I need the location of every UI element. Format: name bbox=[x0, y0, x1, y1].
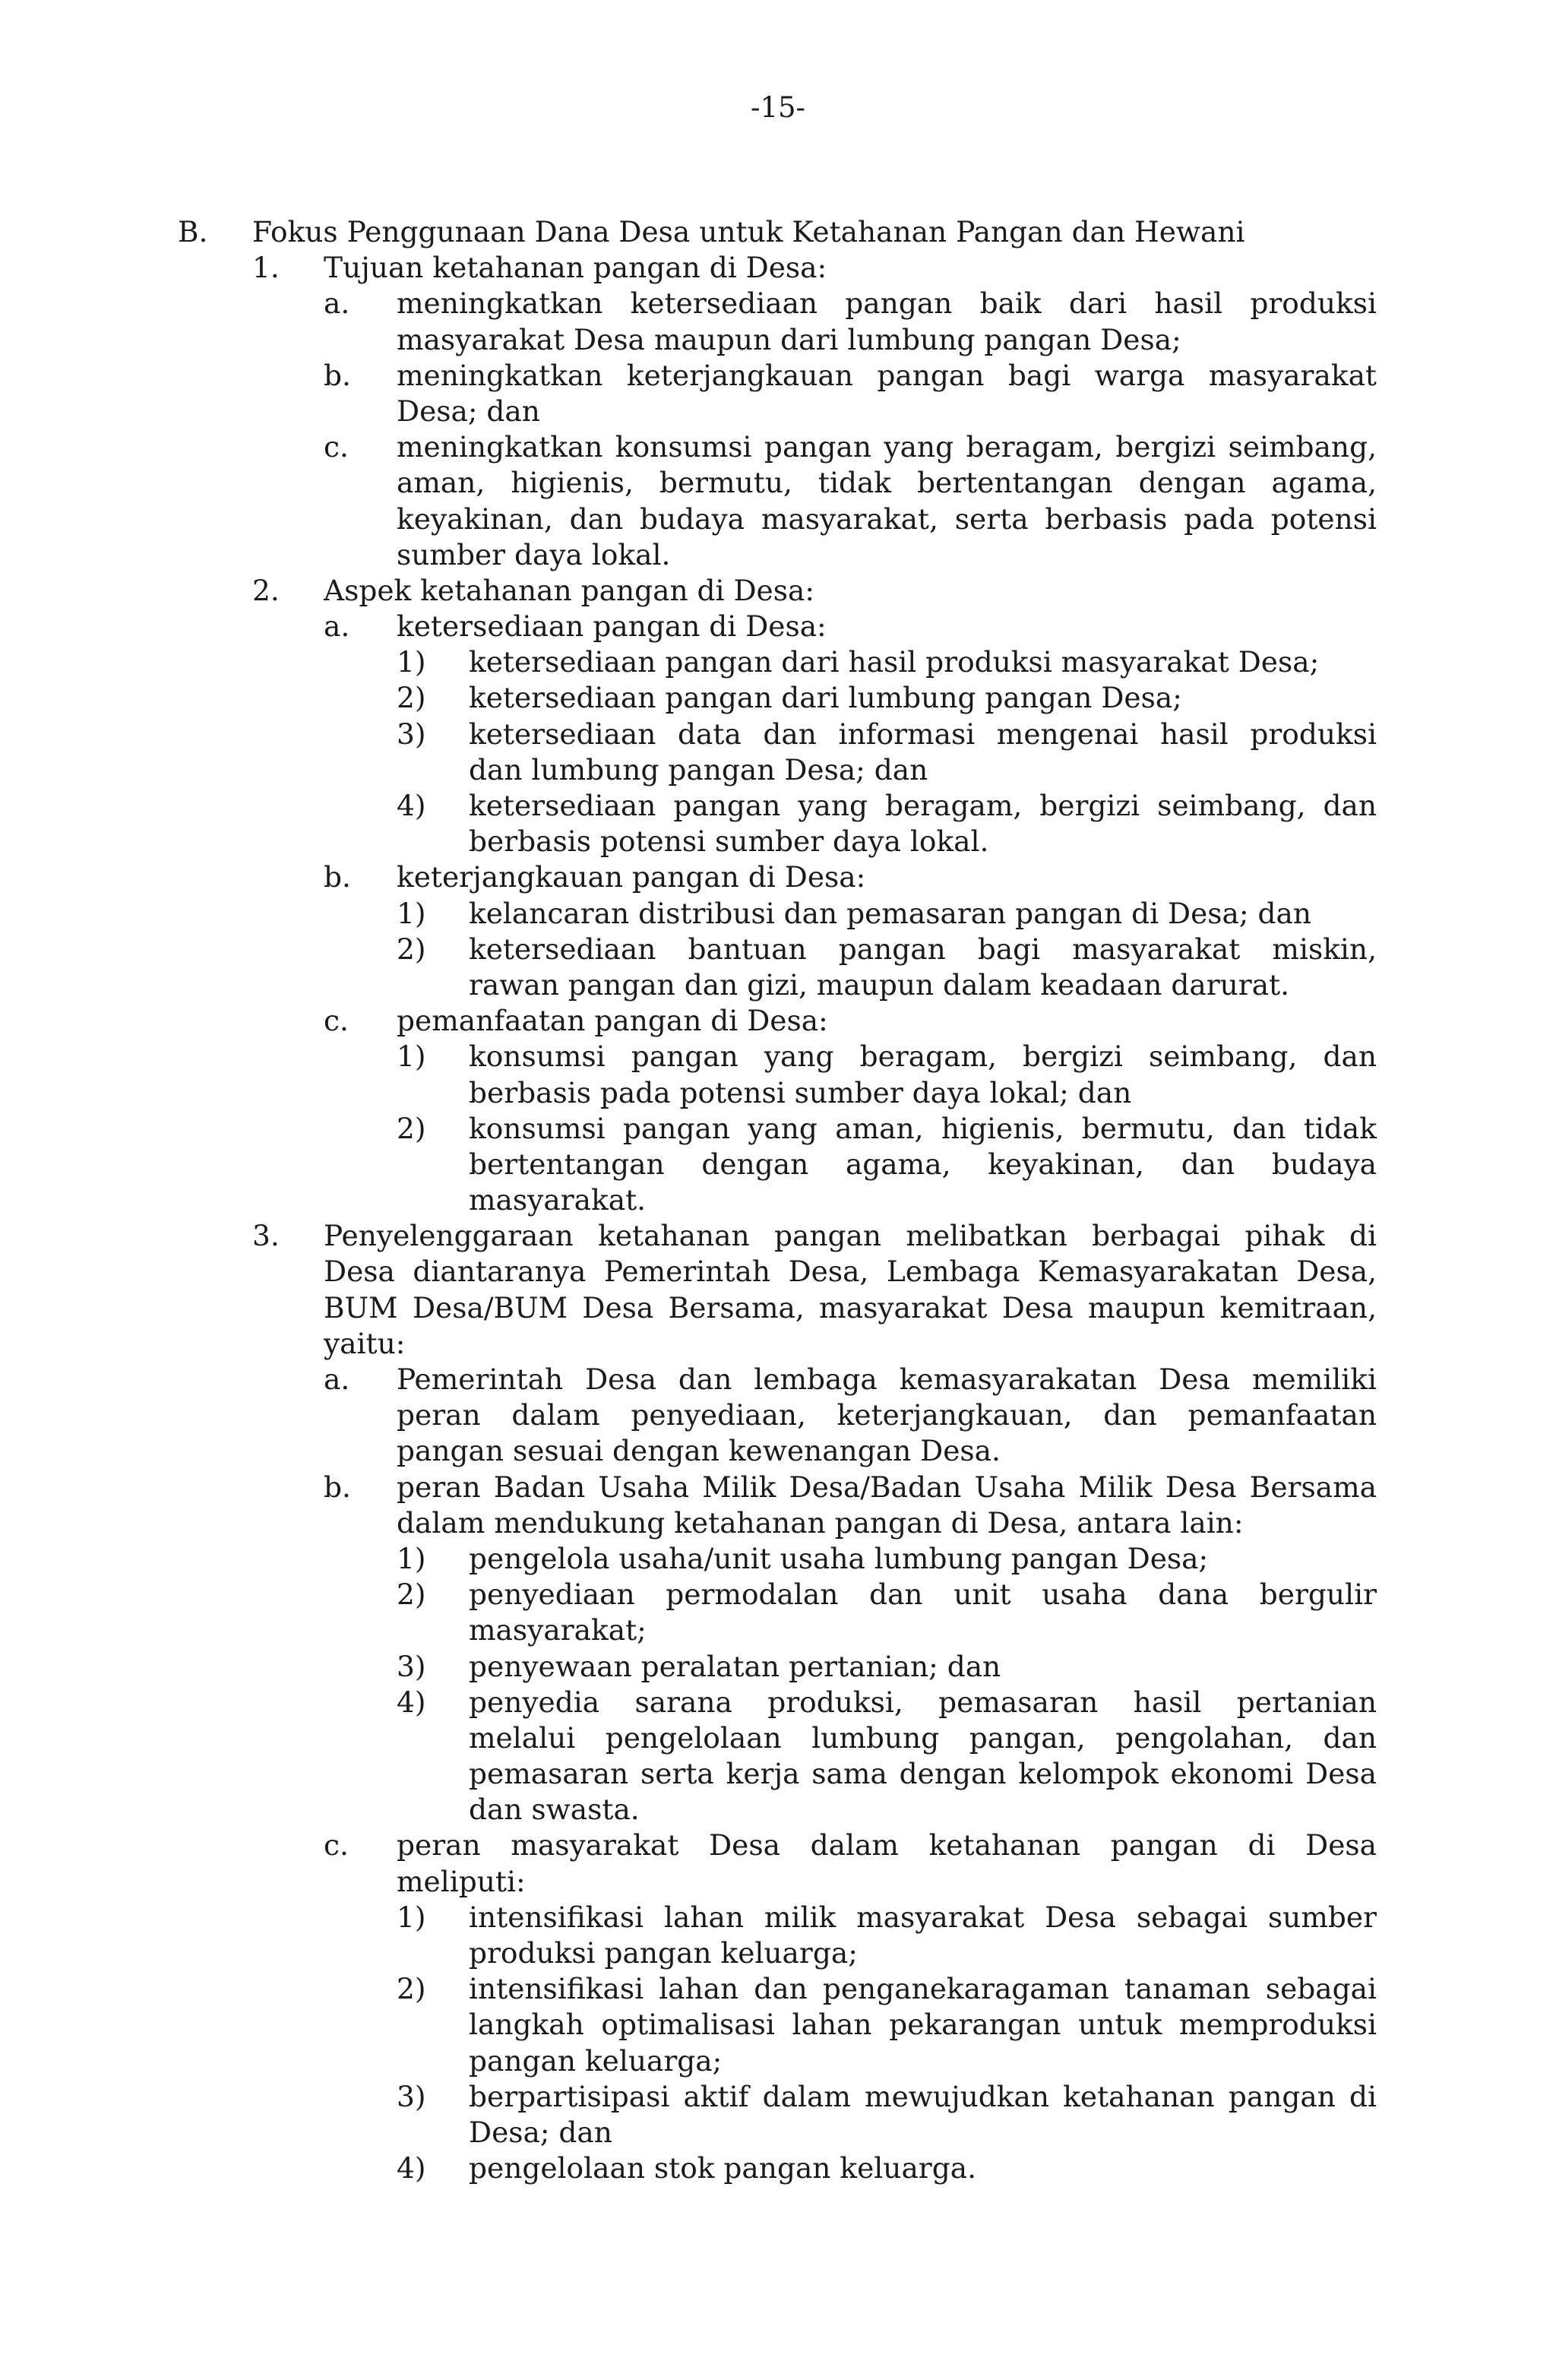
text-line bbox=[0, 394, 1556, 429]
text-line bbox=[0, 1147, 1556, 1182]
line-text: ketersediaan data dan informasi mengenai hasil produksi bbox=[469, 717, 1377, 751]
list-marker: 2) bbox=[397, 1111, 426, 1145]
line-text: Desa; dan bbox=[397, 394, 540, 428]
list-marker: c. bbox=[324, 1828, 349, 1863]
text-line bbox=[0, 717, 1556, 752]
line-text: aman, higienis, bermutu, tidak bertentangan dengan agama, bbox=[397, 466, 1377, 500]
line-text: intensifikasi lahan dan penganekaragaman tanaman sebagai bbox=[469, 1972, 1377, 2006]
line-text: ketersediaan pangan yang beragam, bergizi seimbang, dan bbox=[469, 789, 1377, 822]
text-line bbox=[0, 1505, 1556, 1541]
text-line bbox=[0, 788, 1556, 824]
line-text: pangan sesuai dengan kewenangan Desa. bbox=[397, 1434, 1001, 1468]
text-line bbox=[0, 214, 1556, 250]
text-line bbox=[0, 1756, 1556, 1792]
line-text: intensifikasi lahan milik masyarakat Desa sebagai sumber bbox=[469, 1900, 1377, 1934]
text-line bbox=[0, 1182, 1556, 1218]
text-line bbox=[0, 1577, 1556, 1613]
line-text: produksi pangan keluarga; bbox=[469, 1936, 858, 1970]
line-text: pengelola usaha/unit usaha lumbung pangan Desa; bbox=[469, 1541, 1209, 1575]
text-line bbox=[0, 1649, 1556, 1685]
line-text: Desa; dan bbox=[469, 2115, 612, 2149]
line-text: peran masyarakat Desa dalam ketahanan pangan di Desa bbox=[397, 1828, 1377, 1863]
text-line bbox=[0, 1254, 1556, 1290]
list-marker: 1. bbox=[252, 251, 280, 285]
line-text: bertentangan dengan agama, keyakinan, dan budaya bbox=[469, 1147, 1377, 1181]
line-text: yaitu: bbox=[324, 1326, 406, 1360]
list-marker: 2) bbox=[397, 1578, 426, 1612]
text-line bbox=[0, 502, 1556, 537]
line-text: ketersediaan bantuan pangan bagi masyarakat miskin, bbox=[469, 932, 1377, 966]
line-text: dalam mendukung ketahanan pangan di Desa, antara lain: bbox=[397, 1505, 1244, 1540]
text-line bbox=[0, 537, 1556, 573]
list-marker: B. bbox=[178, 215, 208, 248]
line-text: meningkatkan konsumsi pangan yang beragam, bergizi seimbang, bbox=[397, 430, 1377, 464]
list-marker: 1) bbox=[397, 896, 426, 930]
text-line bbox=[0, 859, 1556, 895]
line-text: peran Badan Usaha Milik Desa/Badan Usaha Milik Desa Bersama bbox=[397, 1470, 1377, 1504]
line-text: rawan pangan dan gizi, maupun dalam keadaan darurat. bbox=[469, 967, 1290, 1002]
line-text: konsumsi pangan yang beragam, bergizi seimbang, dan bbox=[469, 1040, 1377, 1074]
text-line bbox=[0, 2007, 1556, 2043]
list-marker: b. bbox=[324, 1470, 351, 1504]
line-text: dan swasta. bbox=[469, 1793, 640, 1827]
line-text: konsumsi pangan yang aman, higienis, bermutu, dan tidak bbox=[469, 1111, 1377, 1145]
line-text: Fokus Penggunaan Dana Desa untuk Ketahanan Pangan dan Hewani bbox=[252, 215, 1245, 248]
text-line bbox=[0, 1971, 1556, 2007]
line-text: Penyelenggaraan ketahanan pangan melibatkan berbagai pihak di bbox=[324, 1219, 1377, 1253]
line-text: penyediaan permodalan dan unit usaha dana bergulir bbox=[469, 1578, 1377, 1612]
text-line bbox=[0, 680, 1556, 716]
line-text: Pemerintah Desa dan lembaga kemasyarakatan Desa memiliki bbox=[397, 1362, 1377, 1396]
line-text: BUM Desa/BUM Desa Bersama, masyarakat Desa maupun kemitraan, bbox=[324, 1290, 1377, 1325]
text-line bbox=[0, 573, 1556, 609]
line-text: ketersediaan pangan dari lumbung pangan Desa; bbox=[469, 681, 1182, 715]
line-text: Tujuan ketahanan pangan di Desa: bbox=[324, 251, 827, 285]
text-line bbox=[0, 2115, 1556, 2151]
line-text: berpartisipasi aktif dalam mewujudkan ketahanan pangan di bbox=[469, 2079, 1377, 2113]
list-marker: b. bbox=[324, 860, 351, 894]
text-line bbox=[0, 1003, 1556, 1039]
text-line bbox=[0, 824, 1556, 859]
list-marker: 1) bbox=[397, 645, 426, 679]
line-text: ketersediaan pangan dari hasil produksi masyarakat Desa; bbox=[469, 645, 1320, 679]
line-text: ketersediaan pangan di Desa: bbox=[397, 609, 827, 644]
text-line bbox=[0, 1397, 1556, 1433]
text-line bbox=[0, 1864, 1556, 1900]
text-line bbox=[0, 932, 1556, 967]
line-text: keterjangkauan pangan di Desa: bbox=[397, 860, 866, 894]
text-line bbox=[0, 2079, 1556, 2115]
text-line bbox=[0, 250, 1556, 286]
text-line bbox=[0, 2151, 1556, 2186]
line-text: langkah optimalisasi lahan pekarangan untuk memproduksi bbox=[469, 2008, 1377, 2042]
list-marker: b. bbox=[324, 358, 351, 392]
text-line bbox=[0, 2043, 1556, 2079]
line-text: meningkatkan keterjangkauan pangan bagi warga masyarakat bbox=[397, 358, 1377, 392]
text-line bbox=[0, 429, 1556, 465]
text-line bbox=[0, 465, 1556, 501]
line-text: berbasis potensi sumber daya lokal. bbox=[469, 824, 989, 859]
line-text: masyarakat; bbox=[469, 1613, 647, 1647]
list-marker: c. bbox=[324, 430, 349, 464]
line-text: penyewaan peralatan pertanian; dan bbox=[469, 1649, 1001, 1683]
line-text: meningkatkan ketersediaan pangan baik dari hasil produksi bbox=[397, 286, 1377, 321]
line-text: pengelolaan stok pangan keluarga. bbox=[469, 2151, 977, 2185]
text-line bbox=[0, 1720, 1556, 1756]
text-line bbox=[0, 1935, 1556, 1971]
list-marker: 3) bbox=[397, 717, 426, 751]
text-line bbox=[0, 644, 1556, 680]
line-text: sumber daya lokal. bbox=[397, 537, 671, 571]
list-marker: 1) bbox=[397, 1541, 426, 1575]
line-text: meliputi: bbox=[397, 1864, 526, 1898]
text-line bbox=[0, 1362, 1556, 1397]
line-text: masyarakat. bbox=[469, 1183, 647, 1217]
text-line bbox=[0, 1613, 1556, 1648]
line-text: pemanfaatan pangan di Desa: bbox=[397, 1004, 828, 1038]
line-text: kelancaran distribusi dan pemasaran pangan di Desa; dan bbox=[469, 896, 1311, 930]
list-marker: 2) bbox=[397, 1972, 426, 2006]
line-text: pemasaran serta kerja sama dengan kelompok ekonomi Desa bbox=[469, 1757, 1377, 1791]
text-line bbox=[0, 752, 1556, 788]
line-text: Desa diantaranya Pemerintah Desa, Lembaga Kemasyarakatan Desa, bbox=[324, 1255, 1377, 1289]
text-line bbox=[0, 1075, 1556, 1111]
document-body bbox=[0, 214, 1556, 2186]
list-marker: 1) bbox=[397, 1040, 426, 1074]
list-marker: 4) bbox=[397, 2151, 426, 2185]
text-line bbox=[0, 1039, 1556, 1074]
text-line bbox=[0, 1900, 1556, 1935]
text-line bbox=[0, 1828, 1556, 1863]
text-line bbox=[0, 1470, 1556, 1505]
line-text: keyakinan, dan budaya masyarakat, serta berbasis pada potensi bbox=[397, 502, 1377, 536]
line-text: penyedia sarana produksi, pemasaran hasil pertanian bbox=[469, 1685, 1377, 1719]
text-line bbox=[0, 896, 1556, 932]
text-line bbox=[0, 1792, 1556, 1828]
text-line bbox=[0, 358, 1556, 394]
list-marker: 1) bbox=[397, 1900, 426, 1934]
line-text: pangan keluarga; bbox=[469, 2043, 723, 2078]
text-line bbox=[0, 1685, 1556, 1720]
line-text: Aspek ketahanan pangan di Desa: bbox=[324, 573, 814, 607]
list-marker: 4) bbox=[397, 789, 426, 822]
list-marker: 2) bbox=[397, 932, 426, 966]
list-marker: 3. bbox=[252, 1219, 280, 1253]
line-text: berbasis pada potensi sumber daya lokal; dan bbox=[469, 1075, 1132, 1109]
text-line bbox=[0, 286, 1556, 321]
text-line bbox=[0, 1433, 1556, 1469]
line-text: dan lumbung pangan Desa; dan bbox=[469, 752, 928, 786]
line-text: masyarakat Desa maupun dari lumbung pangan Desa; bbox=[397, 322, 1181, 356]
text-line bbox=[0, 1541, 1556, 1577]
list-marker: 2) bbox=[397, 681, 426, 715]
page-number: -15- bbox=[750, 91, 806, 124]
list-marker: 2. bbox=[252, 573, 280, 607]
list-marker: 4) bbox=[397, 1685, 426, 1719]
text-line bbox=[0, 1218, 1556, 1254]
list-marker: a. bbox=[324, 286, 350, 321]
text-line bbox=[0, 1111, 1556, 1147]
list-marker: c. bbox=[324, 1004, 349, 1038]
list-marker: 3) bbox=[397, 2079, 426, 2113]
list-marker: a. bbox=[324, 1362, 350, 1396]
text-line bbox=[0, 1290, 1556, 1326]
line-text: peran dalam penyediaan, keterjangkauan, dan pemanfaatan bbox=[397, 1398, 1377, 1432]
line-text: melalui pengelolaan lumbung pangan, pengolahan, dan bbox=[469, 1720, 1377, 1755]
list-marker: 3) bbox=[397, 1649, 426, 1683]
text-line bbox=[0, 609, 1556, 644]
text-line bbox=[0, 1326, 1556, 1362]
text-line bbox=[0, 322, 1556, 358]
list-marker: a. bbox=[324, 609, 350, 644]
text-line bbox=[0, 967, 1556, 1003]
